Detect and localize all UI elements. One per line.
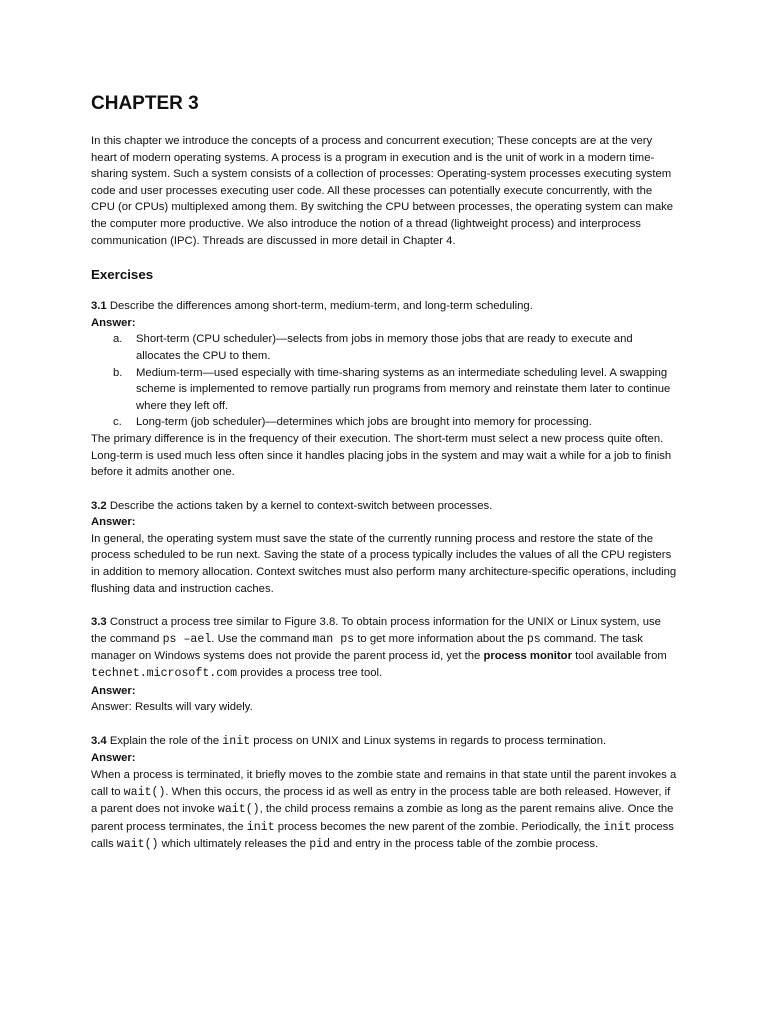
exercise-3-3: [91, 614, 679, 716]
answer-label: Answer:: [91, 684, 136, 697]
exercise-3-4: [91, 733, 679, 854]
list-item-text: Short-term (CPU scheduler)—selects from jobs in memory those jobs that are ready to execute and allocates the CPU to them.: [136, 333, 633, 362]
bold-term: process monitor: [483, 650, 572, 663]
document-page: [91, 92, 679, 871]
chapter-title: CHAPTER 3: [91, 93, 199, 114]
answer-label: Answer:: [91, 316, 136, 329]
exercises-heading: Exercises: [91, 267, 154, 283]
code-snippet: wait(): [116, 838, 159, 852]
question-text: command. The task manager on Windows systems does not provide the parent process id, yet the: [91, 632, 643, 663]
list-item: [91, 414, 679, 431]
exercise-number: 3.1: [91, 300, 107, 313]
code-snippet: init: [222, 734, 251, 748]
answer-fragment: and entry in the process table of the zombie process.: [330, 838, 599, 851]
code-snippet: wait(): [217, 803, 260, 817]
list-marker: c.: [113, 416, 122, 429]
exercise-number: 3.3: [91, 616, 107, 629]
question-text: Describe the actions taken by a kernel to context-switch between processes.: [106, 499, 493, 512]
exercise-3-2: [91, 498, 679, 598]
answer-fragment: When a process is terminated, it briefly moves to the zombie state and remains in that state until the parent invokes a call to: [91, 769, 677, 798]
question-text: to get more information about the: [354, 632, 527, 645]
code-snippet: pid: [309, 838, 331, 852]
code-snippet: ps: [526, 632, 541, 646]
answer-fragment: , the child process remains a zombie as long as the parent remains alive. Once the parent process terminates, the: [91, 803, 674, 833]
question-text: provides a process tree tool.: [237, 667, 383, 680]
code-snippet: init: [603, 820, 632, 834]
list-marker: a.: [113, 333, 123, 346]
list-marker: b.: [113, 366, 123, 379]
code-snippet: man ps: [312, 632, 355, 646]
answer-fragment: which ultimately releases the: [158, 838, 310, 851]
question-text: Explain the role of the: [106, 734, 223, 747]
list-item: [91, 331, 679, 364]
exercise-number: 3.2: [91, 499, 107, 512]
exercise-3-3-question: [91, 614, 679, 682]
exercise-number: 3.4: [91, 734, 107, 747]
code-snippet: ps –ael: [162, 632, 212, 646]
code-snippet: wait(): [123, 785, 166, 799]
answer-text: [91, 767, 679, 854]
code-snippet: init: [246, 820, 275, 834]
question-text: . Use the command: [211, 632, 313, 645]
answer-label: Answer:: [91, 516, 136, 529]
exercise-3-1: [91, 298, 679, 481]
answer-summary: The primary difference is in the frequency of their execution. The short-term must select a new process quite often. Long-term is used much less often since it handles placing jobs in the system and may wait a while for a job to finish before it admits another one.: [91, 432, 672, 479]
answer-label: Answer:: [91, 752, 136, 765]
answer-text: In general, the operating system must save the state of the currently running process and restore the state of the process scheduled to be run next. Saving the state of a process typically includes the values of all the CPU registers in addition to memory allocation. Context switches must also perform many architecture-specific operations, including flushing data and instruction caches.: [91, 532, 677, 595]
question-text: Describe the differences among short-term, medium-term, and long-term scheduling.: [106, 300, 533, 313]
question-text: tool available from: [571, 650, 667, 663]
question-text: Construct a process tree similar to Figure 3.8. To obtain process information for the UNIX or Linux system, use the command: [91, 616, 661, 645]
list-item: [91, 365, 679, 415]
exercise-3-2-question: [91, 498, 679, 515]
answer-fragment: process becomes the new parent of the zombie. Periodically, the: [274, 820, 604, 833]
answer-text: Answer: Results will vary widely.: [91, 701, 253, 714]
question-text: process on UNIX and Linux systems in regards to process termination.: [250, 734, 607, 747]
list-item-text: Medium-term—used especially with time-sharing systems as an intermediate scheduling level. A swapping scheme is implemented to remove partially run programs from memory and reinstate them later to continue where they left off.: [136, 366, 671, 412]
exercise-3-1-question: [91, 298, 679, 315]
answer-fragment: process calls: [91, 820, 674, 851]
code-snippet: technet.microsoft.com: [91, 667, 238, 681]
intro-paragraph: In this chapter we introduce the concepts of a process and concurrent execution; These concepts are at the very heart of modern operating systems. A process is a program in execution and is the unit of work in a modern time-sharing system. Such a system consists of a collection of processes: Operating-system processes executing system code and user processes executing user code. All these processes can potentially execute concurrently, with the CPU (or CPUs) multiplexed among them. By switching the CPU between processes, the operating system can make the computer more productive. We also introduce the notion of a thread (lightweight process) and interprocess communication (IPC). Threads are discussed in more detail in Chapter 4.: [91, 135, 674, 247]
exercise-3-4-question: [91, 733, 679, 751]
answer-list: [91, 331, 679, 431]
answer-fragment: . When this occurs, the process id as well as entry in the process table are both released. However, if a parent does not invoke: [91, 785, 671, 816]
list-item-text: Long-term (job scheduler)—determines which jobs are brought into memory for processing.: [136, 416, 592, 429]
